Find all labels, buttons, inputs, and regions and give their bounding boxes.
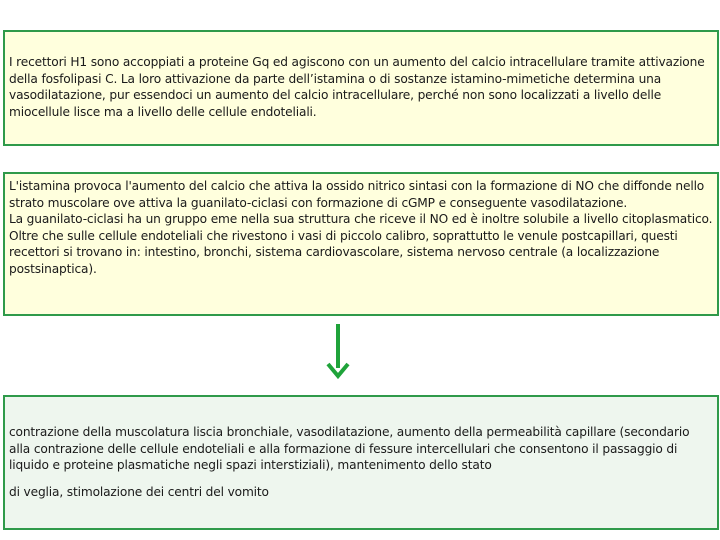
text-box-effects bbox=[3, 395, 719, 530]
box2-paragraph-1: L'istamina provoca l'aumento del calcio che attiva la ossido nitrico sintasi con la formazione di NO che diffonde nello strato muscolare ove attiva la guanilato-ciclasi con formazione di cGMP e conseguente vasodilatazione. bbox=[9, 179, 705, 210]
box1-paragraph: I recettori H1 sono accoppiati a proteine Gq ed agiscono con un aumento del calcio intracellulare tramite attivazione della fosfolipasi C. La loro attivazione da parte dell’istamina o di sostanze istamino-mimetiche determina una vasodilatazione, pur essendoci un aumento del calcio intracellulare, perché non sono localizzati a livello delle miocellule lisce ma a livello delle cellule endoteliali. bbox=[9, 55, 705, 119]
box3-paragraph-1: contrazione della muscolatura liscia bronchiale, vasodilatazione, aumento della permeabilità capillare (secondario alla contrazione delle cellule endoteliali e alla formazione di fessure intercellulari che consentono il passaggio di liquido e proteine plasmatiche negli spazi interstiziali), mantenimento dello stato bbox=[9, 425, 690, 472]
arrow-down-icon bbox=[326, 324, 350, 380]
box2-paragraph-2: La guanilato-ciclasi ha un gruppo eme nella sua struttura che riceve il NO ed è inoltre solubile a livello citoplasmatico. bbox=[9, 212, 713, 226]
text-box-histamine-mechanism bbox=[3, 172, 719, 316]
box3-paragraph-2: di veglia, stimolazione dei centri del vomito bbox=[9, 484, 269, 499]
box2-paragraph-3: Oltre che sulle cellule endoteliali che rivestono i vasi di piccolo calibro, soprattutto le venule postcapillari, questi recettori si trovano in: intestino, bronchi, sistema cardiovascolare, sistema nervoso centrale (a localizzazione postsinaptica). bbox=[9, 228, 678, 276]
text-box-h1-receptors bbox=[3, 30, 719, 146]
